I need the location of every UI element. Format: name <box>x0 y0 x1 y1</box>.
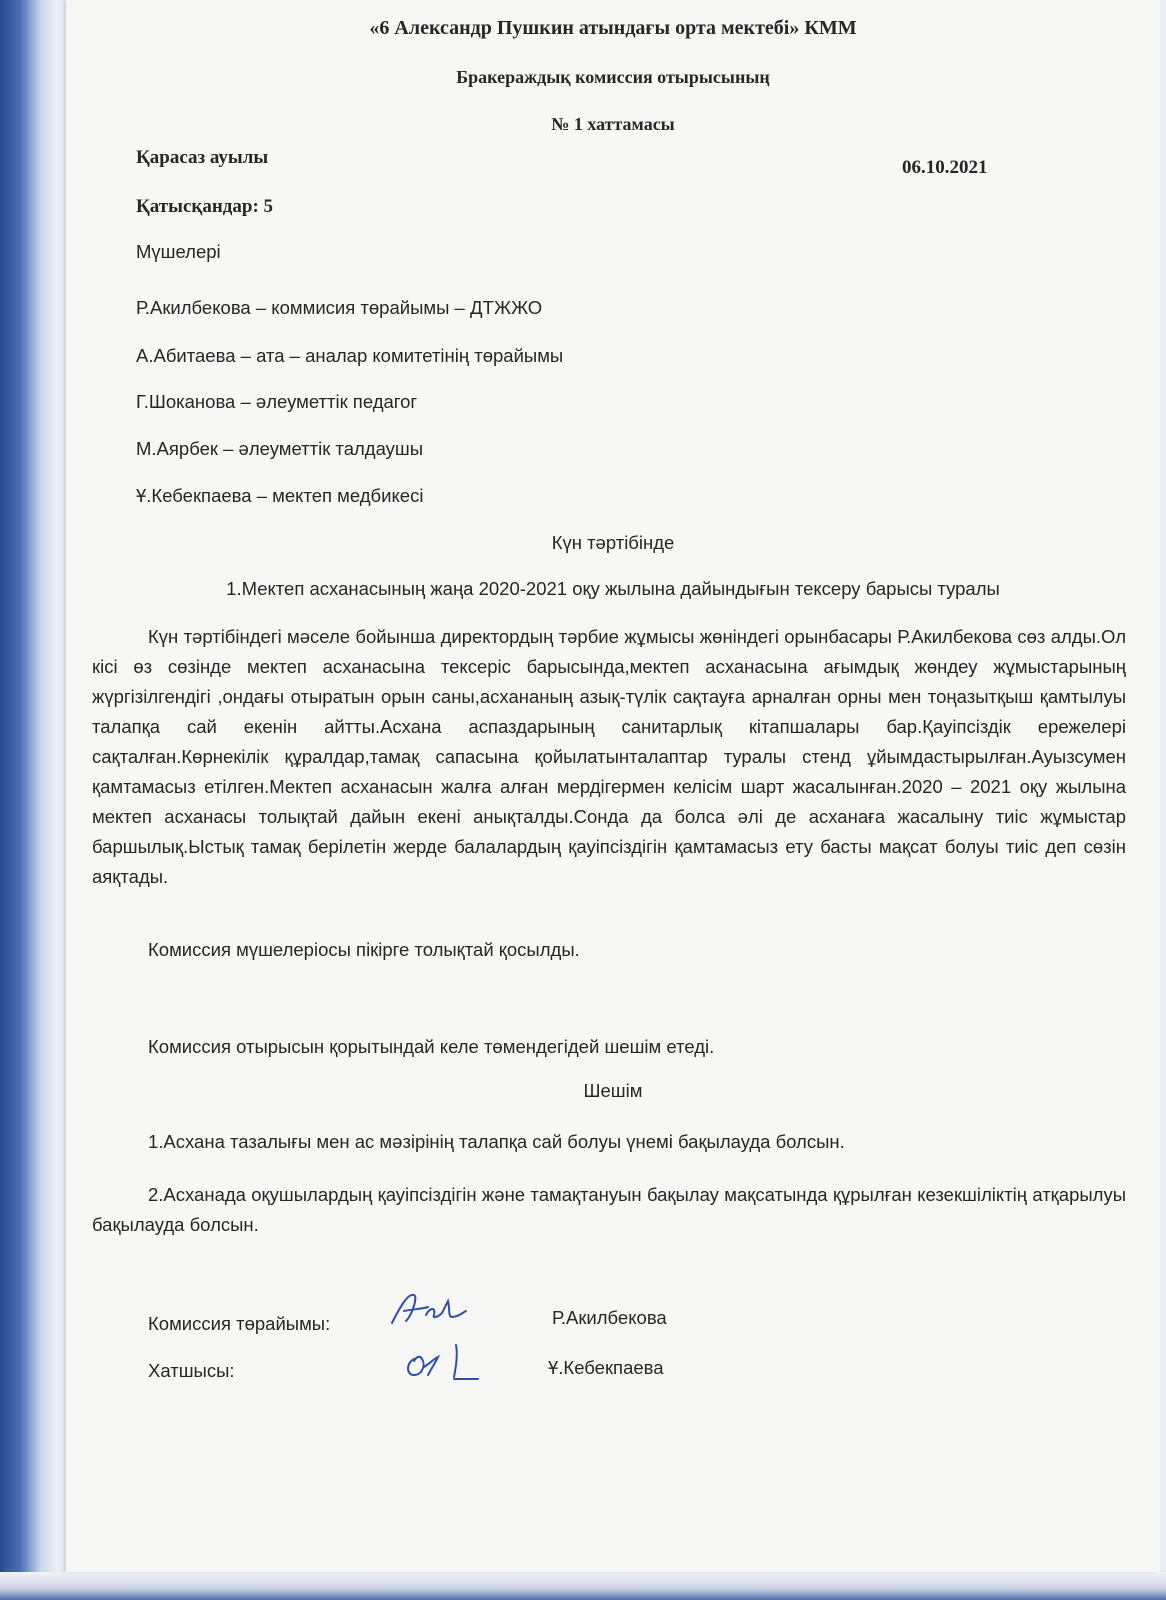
commission-title: Бракераждық комиссия отырысының <box>456 67 770 87</box>
decision-item: 1.Асхана тазалығы мен ас мәзірінің талапқа сай болуы үнемі бақылауда болсын. <box>148 1131 845 1152</box>
binder-edge <box>0 0 58 1600</box>
participants: Қатысқандар: 5 <box>136 196 274 217</box>
document-page <box>66 0 1160 1572</box>
secretary-signature <box>400 1337 500 1387</box>
body-paragraph: Күн тәртібіндегі мәселе бойынша директордың тәрбие жұмысы жөніндегі орынбасары Р.Акилбекова сөз алды.Ол кісі өз сөзінде мектеп асханасына тексеріс барысында,мектеп асханасына ағымдық жөндеу жұмыстарының жүргізілгендігі ,ондағы отыратын орын саны,асхананың азық-түлік сақтауға арналған орны мен тоңазытқыш қамтылуы талапқа сай екенін айтты.Асхана аспаздарының санитарлық кітапшалары бар.Қауіпсіздік ережелері сақталған.Көрнекілік құралдар,тамақ сапасына қойылатынталаптар туралы стенд ұйымдастырылған.Ауызсумен қамтамасыз етілген.Мектеп асханасын жалға алған мердігермен келісім шарт жасалынған.2020 – 2021 оқу жылына мектеп асханасы толықтай дайын екені анықталды.Сонда да болса әлі де асханаға жасалыну тиіс жұмыстар баршылық.Ыстық тамақ берілетін жерде балалардың қауіпсіздігін қамтамасыз ету басты мақсат болуы тиіс деп сөзін аяқтады. <box>92 626 1126 887</box>
body-paragraph: Комиссия отырысын қорытындай келе төмендегідей шешім етеді. <box>148 1036 715 1057</box>
binder-bottom-edge <box>0 1572 1166 1600</box>
decision-title: Шешім <box>583 1080 643 1101</box>
members-label: Мүшелері <box>136 241 221 262</box>
member-item: Р.Акилбекова – коммисия төрайымы – ДТЖЖО <box>136 297 543 318</box>
member-item: А.Абитаева – ата – аналар комитетінің төрайымы <box>136 345 564 366</box>
chair-signature <box>386 1285 486 1335</box>
member-item: М.Аярбек – әлеуметтік талдаушы <box>136 438 424 459</box>
member-item: Г.Шоканова – әлеуметтік педагог <box>136 391 418 412</box>
body-paragraph: Комиссия мүшелеріосы пікірге толықтай қосылды. <box>148 939 580 960</box>
protocol-number: № 1 хаттамасы <box>551 114 675 134</box>
secretary-label: Хатшысы: <box>148 1360 235 1381</box>
school-name: «6 Александр Пушкин атындағы орта мектебі» КММ <box>369 17 857 39</box>
chair-name: Р.Акилбекова <box>552 1307 667 1328</box>
agenda-title: Күн тәртібінде <box>551 532 675 553</box>
agenda-item: 1.Мектеп асханасының жаңа 2020-2021 оқу жылына дайындығын тексеру барысы туралы <box>226 578 1000 599</box>
member-item: Ұ.Кебекпаева – мектеп медбикесі <box>136 485 424 506</box>
place: Қарасаз ауылы <box>136 147 269 168</box>
chair-label: Комиссия төрайымы: <box>148 1313 331 1334</box>
decision-item: 2.Асханада оқушылардың қауіпсіздігін және тамақтануын бақылау мақсатында құрылған кезекшіліктің атқарылуы бақылауда болсын. <box>92 1184 1126 1235</box>
date: 06.10.2021 <box>902 157 988 178</box>
secretary-name: Ұ.Кебекпаева <box>548 1357 664 1378</box>
